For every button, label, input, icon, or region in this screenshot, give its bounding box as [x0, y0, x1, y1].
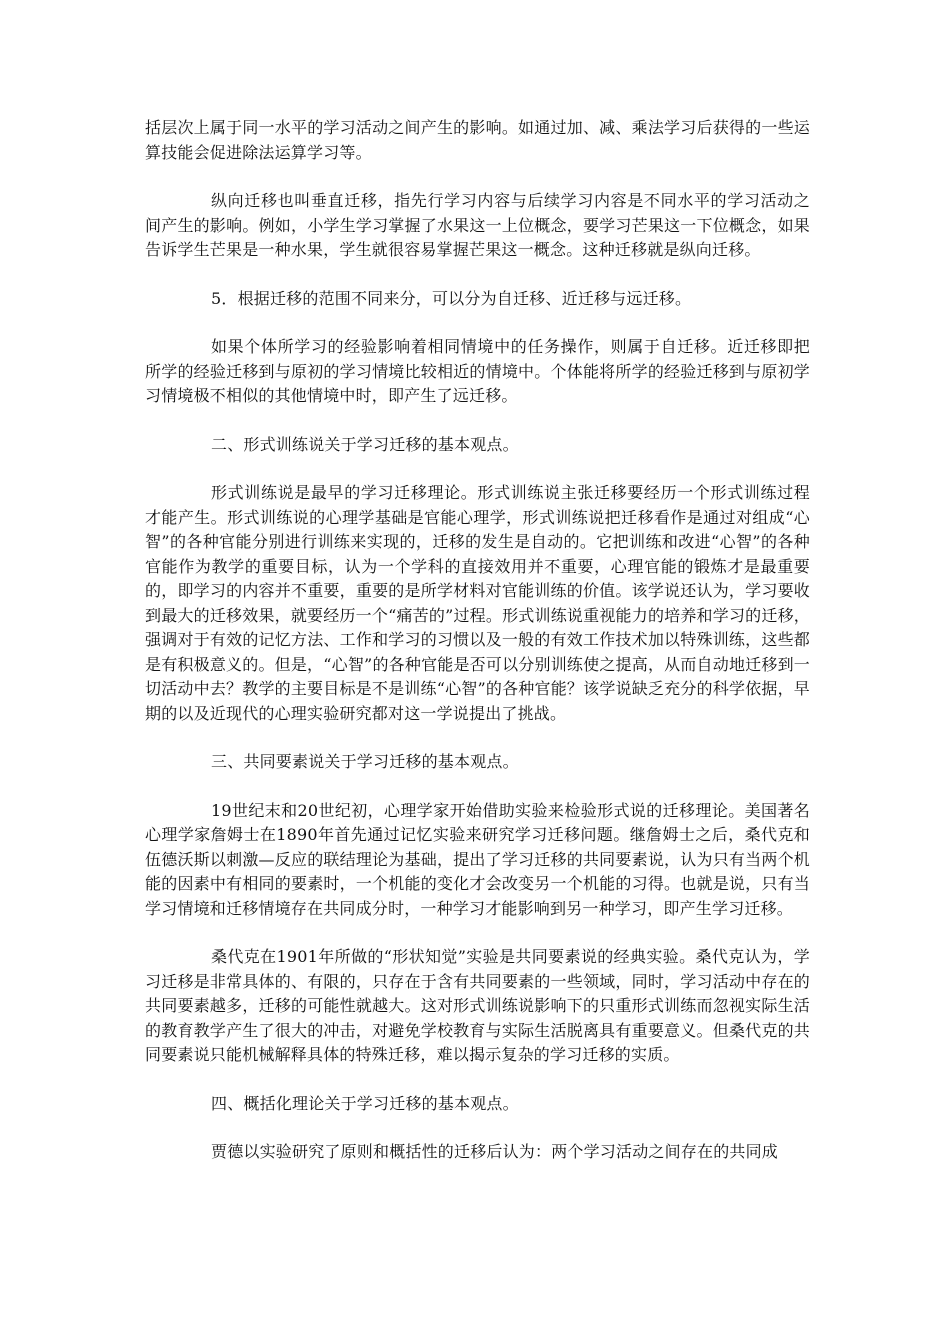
section-heading-identical-elements: 三、共同要素说关于学习迁移的基本观点。 — [211, 752, 519, 771]
paragraph-thorndike-experiment: 桑代克在1901年所做的“形状知觉”实验是共同要素说的经典实验。桑代克认为，学习迁移是非常具体的、有限的，只存在于含有共同要素的一些领域，同时，学习活动中存在的共同要素越多，迁移的可能性就越大。这对形式训练说影响下的只重形式训练而忽视实际生活的教育教学产生了很大的冲击，对避免学校教育与实际生活脱离具有重要意义。但桑代克的共同要素说只能机械解释具体的特殊迁移，难以揭示复杂的学习迁移的实质。 — [145, 947, 810, 1064]
section-heading-generalization: 四、概括化理论关于学习迁移的基本观点。 — [211, 1093, 519, 1113]
paragraph-transfer-range-heading: 5．根据迁移的范围不同来分，可以分为自迁移、近迁移与远迁移。 — [211, 288, 692, 308]
document-body — [145, 116, 810, 1165]
paragraph-vertical-transfer: 纵向迁移也叫垂直迁移，指先行学习内容与后续学习内容是不同水平的学习活动之间产生的影响。例如，小学生学习掌握了水果这一上位概念，要学习芒果这一下位概念，如果告诉学生芒果是一种水果，学生就很容易掌握芒果这一概念。这种迁移就是纵向迁移。 — [145, 191, 810, 259]
paragraph-identical-elements-history: 19世纪末和20世纪初，心理学家开始借助实验来检验形式说的迁移理论。美国著名心理学家詹姆士在1890年首先通过记忆实验来研究学习迁移问题。继詹姆士之后，桑代克和伍德沃斯以刺激—反应的联结理论为基础，提出了学习迁移的共同要素说，认为只有当两个机能的因素中有相同的要素时，一个机能的变化才会改变另一个机能的习得。也就是说，只有当学习情境和迁移情境存在共同成分时，一种学习才能影响到另一种学习，即产生学习迁移。 — [145, 800, 810, 918]
paragraph-self-near-far-transfer: 如果个体所学习的经验影响着相同情境中的任务操作，则属于自迁移。近迁移即把所学的经验迁移到与原初的学习情境比较相近的情境中。个体能将所学的经验迁移到与原初学习情境极不相似的其他情境中时，即产生了远迁移。 — [145, 337, 810, 405]
paragraph-judd-generalization: 贾德以实验研究了原则和概括性的迁移后认为：两个学习活动之间存在的共同成 — [211, 1142, 779, 1161]
paragraph-continuation: 括层次上属于同一水平的学习活动之间产生的影响。如通过加、减、乘法学习后获得的一些运算技能会促进除法运算学习等。 — [145, 118, 810, 162]
section-heading-formal-discipline: 二、形式训练说关于学习迁移的基本观点。 — [211, 434, 519, 454]
paragraph-formal-discipline: 形式训练说是最早的学习迁移理论。形式训练说主张迁移要经历一个形式训练过程才能产生。形式训练说的心理学基础是官能心理学，形式训练说把迁移看作是通过对组成“心智”的各种官能分别进行训练来实现的，迁移的发生是自动的。它把训练和改进“心智”的各种官能作为教学的重要目标，认为一个学科的直接效用并不重要，心理官能的锻炼才是最重要的，即学习的内容并不重要，重要的是所学材料对官能训练的价值。该学说还认为，学习要收到最大的迁移效果，就要经历一个“痛苦的”过程。形式训练说重视能力的培养和学习的迁移，强调对于有效的记忆方法、工作和学习的习惯以及一般的有效工作技术加以特殊训练，这些都是有积极意义的。但是，“心智”的各种官能是否可以分别训练使之提高，从而自动地迁移到一切活动中去？教学的主要目标是不是训练“心智”的各种官能？该学说缺乏充分的科学依据，早期的以及近现代的心理实验研究都对这一学说提出了挑战。 — [145, 483, 810, 723]
